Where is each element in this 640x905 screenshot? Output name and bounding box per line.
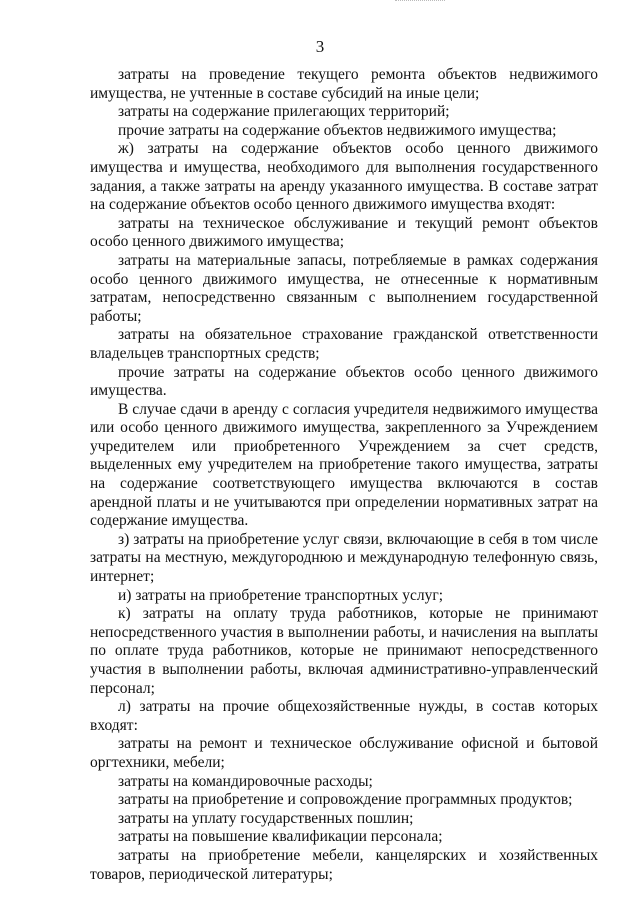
paragraph: затраты на материальные запасы, потребляемые в рамках содержания особо ценного движимого имущества, не отнесенные к нормативным затратам, непосредственно связанным с выполнением государственной работы;: [90, 251, 598, 325]
paragraph: затраты на проведение текущего ремонта объектов недвижимого имущества, не учтенные в составе субсидий на иные цели;: [90, 66, 598, 102]
paragraph: л) затраты на прочие общехозяйственные нужды, в состав которых входят:: [90, 698, 598, 734]
paragraph: затраты на приобретение и сопровождение программных продуктов;: [118, 791, 573, 809]
paragraph: затраты на приобретение мебели, канцелярских и хозяйственных товаров, периодической литературы;: [90, 846, 598, 883]
paragraph: ж) затраты на содержание объектов особо ценного движимого имущества и имущества, необходимого для выполнения государственного задания, а также затраты на аренду указанного имущества. В составе затрат на содержание объектов особо ценного движимого имущества входят:: [90, 140, 598, 214]
paragraph: затраты на командировочные расходы;: [118, 772, 373, 790]
paragraph: В случае сдачи в аренду с согласия учредителя недвижимого имущества или особо ценного движимого имущества, закрепленного за Учреждением учредителем или приобретенного Учреждением за счет средств, выделенных ему учредителем на приобретение такого имущества, затраты на содержание соответствующего имущества включаются в состав арендной платы и не учитываются при определении нормативных затрат на содержание имущества.: [90, 400, 598, 530]
document-body: [90, 66, 598, 884]
paragraph: затраты на содержание прилегающих территорий;: [118, 103, 450, 121]
scan-artifact: [395, 0, 445, 4]
paragraph: прочие затраты на содержание объектов недвижимого имущества;: [118, 121, 557, 139]
paragraph: затраты на повышение квалификации персонала;: [118, 828, 443, 846]
paragraph: к) затраты на оплату труда работников, которые не принимают непосредственного участия в выполнении работы, и начисления на выплаты по оплате труда работников, которые не принимают непосредственного участия в выполнении работы, включая административно-управленческий персонал;: [90, 605, 598, 697]
paragraph: затраты на ремонт и техническое обслуживание офисной и бытовой оргтехники, мебели;: [90, 735, 598, 771]
page-number: 3: [315, 37, 325, 56]
paragraph: прочие затраты на содержание объектов особо ценного движимого имущества.: [90, 363, 598, 400]
paragraph: затраты на техническое обслуживание и текущий ремонт объектов особо ценного движимого имущества;: [90, 214, 598, 251]
paragraph: з) затраты на приобретение услуг связи, включающие в себя в том числе затраты на местную, междугороднюю и международную телефонную связь, интернет;: [90, 530, 598, 586]
paragraph: и) затраты на приобретение транспортных услуг;: [118, 586, 444, 604]
paragraph: затраты на обязательное страхование гражданской ответственности владельцев транспортных средств;: [90, 326, 598, 362]
paragraph: затраты на уплату государственных пошлин;: [118, 809, 414, 827]
